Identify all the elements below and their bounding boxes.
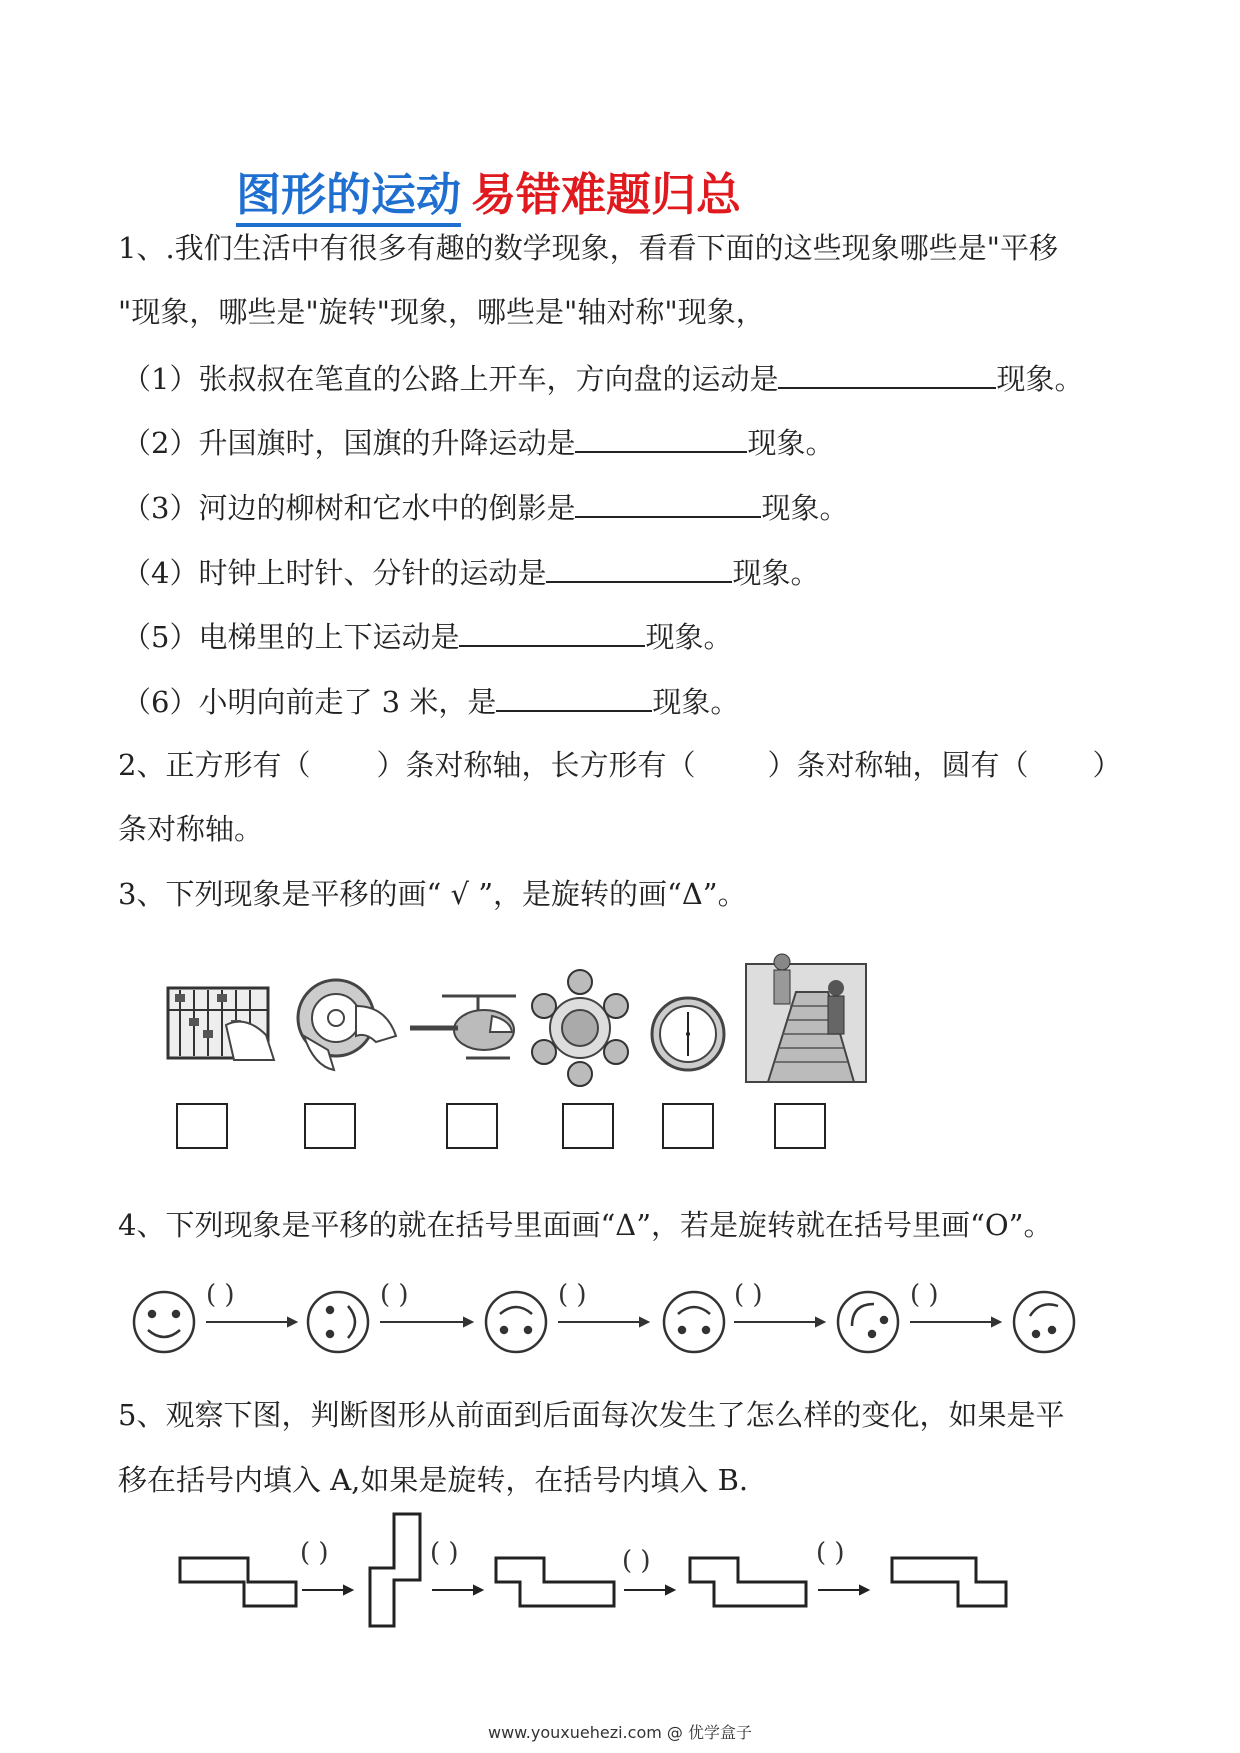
polyomino-shape <box>690 1558 806 1606</box>
q2-line1: 2、正方形有（ ）条对称轴，长方形有（ ）条对称轴，圆有（ ） <box>118 748 1122 782</box>
answer-paren[interactable]: ( ) <box>816 1538 845 1568</box>
q1-intro-line2: "现象，哪些是"旋转"现象，哪些是"轴对称"现象， <box>118 295 765 329</box>
answer-paren[interactable]: ( ) <box>734 1280 763 1310</box>
q5-line2: 移在括号内填入 A,如果是旋转，在括号内填入 B. <box>118 1463 749 1497</box>
polyomino-shape <box>892 1558 1006 1606</box>
q1-item-6: （6）小明向前走了 3 米，是 现象。 <box>122 680 739 722</box>
answer-paren[interactable]: ( ) <box>206 1280 235 1310</box>
answer-paren[interactable]: ( ) <box>430 1538 459 1568</box>
q1-intro-line1: 1、.我们生活中有很多有趣的数学现象，看看下面的这些现象哪些是"平移 <box>118 231 1059 265</box>
title-part2: 易错难题归总 <box>471 168 742 221</box>
footer-watermark: www.youxuehezi.com @ 优学盒子 <box>488 1723 752 1742</box>
polyomino-shape <box>496 1558 614 1606</box>
answer-paren[interactable]: ( ) <box>622 1546 651 1576</box>
q1-item-4: （4）时钟上时针、分针的运动是 现象。 <box>122 551 819 593</box>
q1-item-5: （5）电梯里的上下运动是 现象。 <box>122 615 732 657</box>
q5-line1: 5、观察下图，判断图形从前面到后面每次发生了怎么样的变化，如果是平 <box>118 1398 1065 1432</box>
polyomino-shape <box>370 1514 420 1626</box>
q1-item-1: （1）张叔叔在笔直的公路上开车，方向盘的运动是 现象。 <box>122 357 1083 399</box>
polyomino-shape <box>180 1558 296 1606</box>
answer-paren[interactable]: ( ) <box>380 1280 409 1310</box>
q1-item-3: （3）河边的柳树和它水中的倒影是 现象。 <box>122 486 848 528</box>
title-part1: 图形的运动 <box>236 168 461 227</box>
answer-paren[interactable]: ( ) <box>558 1280 587 1310</box>
q1-item-2: （2）升国旗时，国旗的升降运动是 现象。 <box>122 421 834 463</box>
q3-text: 3、下列现象是平移的画“ √ ”，是旋转的画“Δ”。 <box>118 877 747 911</box>
answer-paren[interactable]: ( ) <box>910 1280 939 1310</box>
q4-text: 4、下列现象是平移的就在括号里面画“Δ”，若是旋转就在括号里画“O”。 <box>118 1208 1053 1242</box>
answer-paren[interactable]: ( ) <box>300 1538 329 1568</box>
q2-line2: 条对称轴。 <box>118 812 264 846</box>
